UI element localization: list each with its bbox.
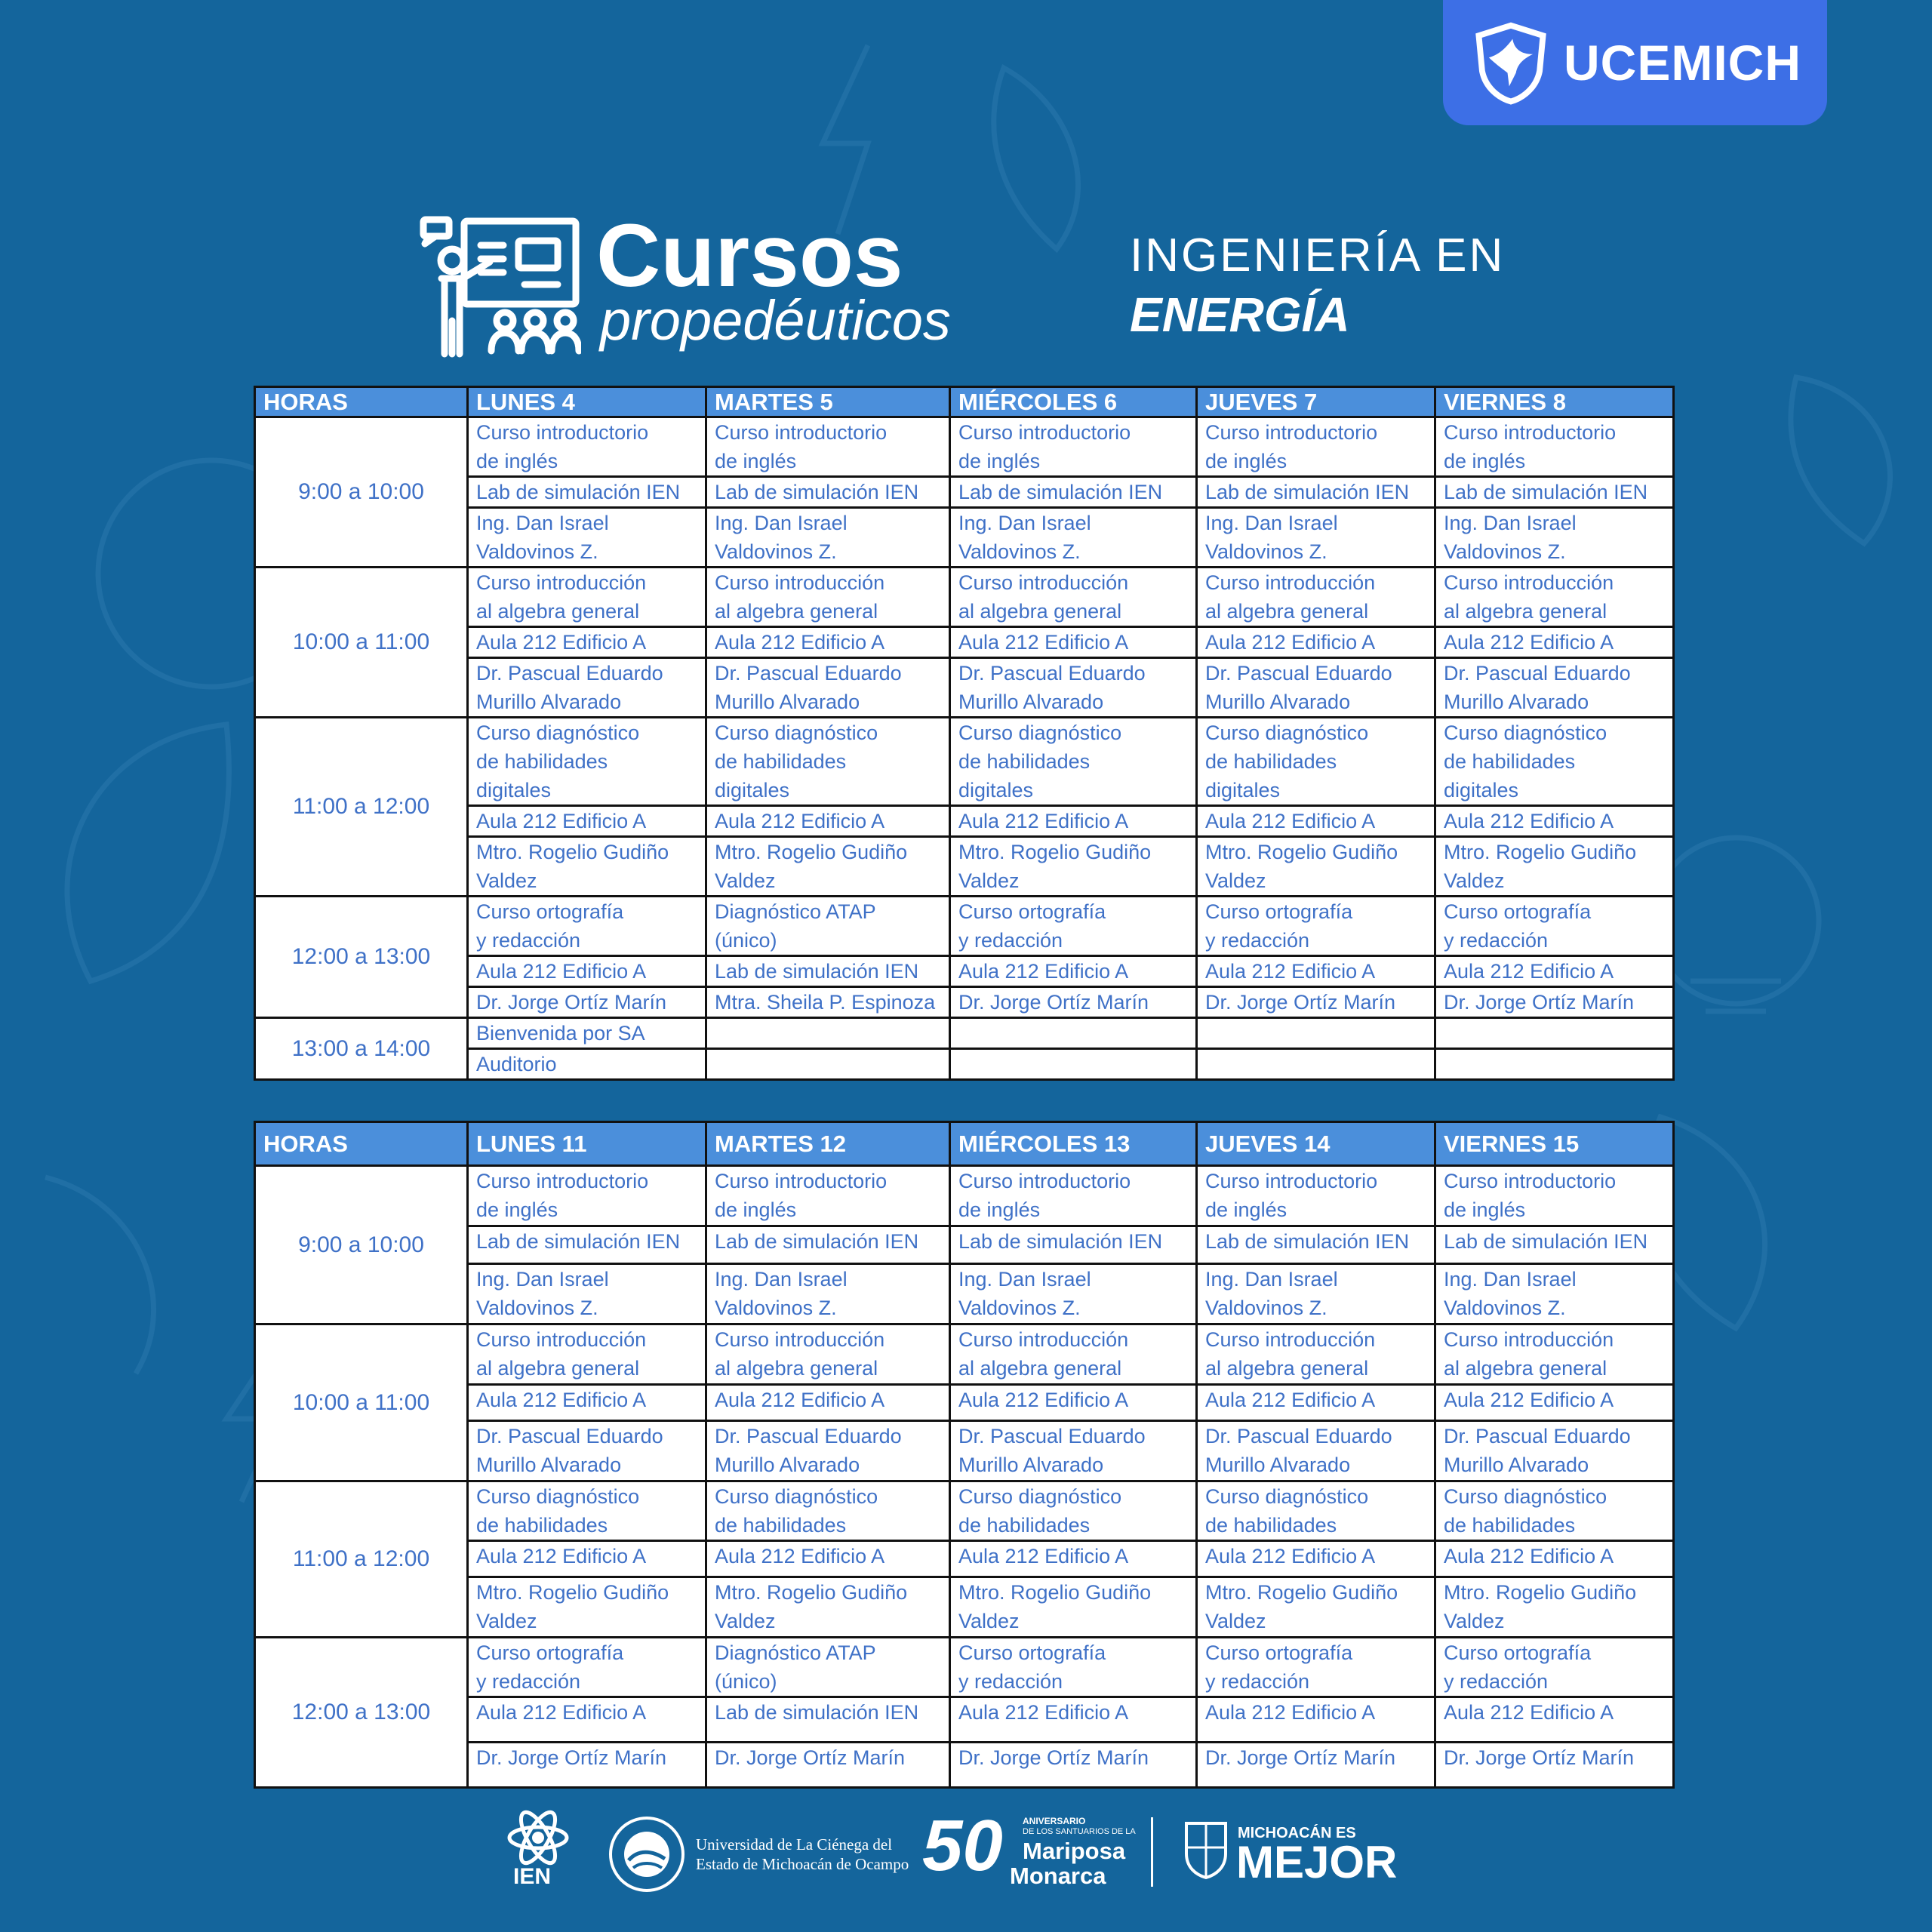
page-subtitle: propedéuticos <box>600 289 951 352</box>
schedule-header-row <box>255 1122 1674 1166</box>
column-header-day: LUNES 11 <box>468 1122 706 1166</box>
ien-label: IEN <box>513 1864 552 1889</box>
course-cell: Aula 212 Edificio A <box>706 1541 950 1577</box>
course-cell: Lab de simulación IEN <box>1197 1226 1435 1264</box>
career-line-1: INGENIERÍA EN <box>1130 229 1506 281</box>
course-cell <box>1197 1049 1435 1080</box>
course-cell: Aula 212 Edificio A <box>950 1697 1197 1743</box>
course-cell <box>1435 1018 1674 1049</box>
course-cell: Dr. Jorge Ortíz Marín <box>468 987 706 1018</box>
course-cell: Curso ortografía y redacción <box>1435 1638 1674 1697</box>
course-cell: Lab de simulación IEN <box>950 1226 1197 1264</box>
course-cell: Curso introducción al algebra general <box>1197 1324 1435 1385</box>
university-name-line-2: Estado de Michoacán de Ocampo <box>696 1855 909 1873</box>
course-cell: Aula 212 Edificio A <box>1197 806 1435 837</box>
course-cell: Curso diagnóstico de habilidades <box>1197 1481 1435 1541</box>
column-header-day: LUNES 4 <box>468 387 706 417</box>
course-cell: Aula 212 Edificio A <box>950 1385 1197 1421</box>
course-cell: Dr. Pascual Eduardo Murillo Alvarado <box>1435 1421 1674 1481</box>
course-cell: Aula 212 Edificio A <box>1197 1541 1435 1577</box>
table-row <box>255 627 1674 658</box>
column-header-day: VIERNES 15 <box>1435 1122 1674 1166</box>
table-row <box>255 806 1674 837</box>
course-cell: Lab de simulación IEN <box>468 1226 706 1264</box>
column-header-day: MARTES 5 <box>706 387 950 417</box>
monarca-line-2: Monarca <box>1010 1863 1106 1889</box>
hour-cell: 11:00 a 12:00 <box>255 1481 468 1638</box>
course-cell: Curso diagnóstico de habilidades <box>950 1481 1197 1541</box>
university-seal-icon <box>608 1815 687 1894</box>
table-row <box>255 658 1674 718</box>
course-cell: Dr. Pascual Eduardo Murillo Alvarado <box>1435 658 1674 718</box>
schedule-header-row <box>255 387 1674 417</box>
course-cell <box>950 1049 1197 1080</box>
footer-divider <box>1151 1817 1153 1887</box>
course-cell <box>1435 1049 1674 1080</box>
hour-cell: 10:00 a 11:00 <box>255 1324 468 1481</box>
course-cell: Aula 212 Edificio A <box>1197 627 1435 658</box>
course-cell: Aula 212 Edificio A <box>1197 956 1435 987</box>
table-row <box>255 1166 1674 1226</box>
course-cell: Dr. Jorge Ortíz Marín <box>950 987 1197 1018</box>
course-cell: Mtro. Rogelio Gudiño Valdez <box>468 837 706 897</box>
course-cell: Diagnóstico ATAP (único) <box>706 1638 950 1697</box>
anniversary-line-1: ANIVERSARIO <box>1023 1816 1086 1826</box>
anniversary-number: 50 <box>922 1805 1003 1886</box>
hour-cell: 13:00 a 14:00 <box>255 1018 468 1080</box>
course-cell: Ing. Dan Israel Valdovinos Z. <box>950 508 1197 568</box>
course-cell: Lab de simulación IEN <box>706 477 950 508</box>
brand-name: UCEMICH <box>1564 35 1801 91</box>
course-cell: Curso introductorio de inglés <box>1435 1166 1674 1226</box>
table-row <box>255 1481 1674 1541</box>
course-cell: Dr. Pascual Eduardo Murillo Alvarado <box>706 1421 950 1481</box>
course-cell: Mtro. Rogelio Gudiño Valdez <box>950 837 1197 897</box>
course-cell: Aula 212 Edificio A <box>706 806 950 837</box>
course-cell: Aula 212 Edificio A <box>706 627 950 658</box>
course-cell: Curso introducción al algebra general <box>1197 568 1435 627</box>
michoacan-line-2: MEJOR <box>1236 1837 1398 1887</box>
course-cell: Curso introducción al algebra general <box>468 568 706 627</box>
hour-cell: 11:00 a 12:00 <box>255 718 468 897</box>
column-header-day: MARTES 12 <box>706 1122 950 1166</box>
table-row <box>255 1324 1674 1385</box>
course-cell: Aula 212 Edificio A <box>468 1385 706 1421</box>
course-cell: Lab de simulación IEN <box>706 1697 950 1743</box>
course-cell: Curso introductorio de inglés <box>706 417 950 477</box>
course-cell: Dr. Pascual Eduardo Murillo Alvarado <box>950 1421 1197 1481</box>
column-header-day: VIERNES 8 <box>1435 387 1674 417</box>
course-cell: Curso introductorio de inglés <box>950 1166 1197 1226</box>
table-row <box>255 1743 1674 1788</box>
course-cell: Ing. Dan Israel Valdovinos Z. <box>706 1264 950 1324</box>
table-row <box>255 1697 1674 1743</box>
course-cell: Dr. Pascual Eduardo Murillo Alvarado <box>468 658 706 718</box>
monarca-line-1: Mariposa <box>1023 1838 1126 1864</box>
course-cell: Curso introductorio de inglés <box>1197 417 1435 477</box>
table-row <box>255 568 1674 627</box>
schedule-table-week-1 <box>254 386 1675 1081</box>
course-cell <box>950 1018 1197 1049</box>
course-cell: Aula 212 Edificio A <box>950 956 1197 987</box>
course-cell: Aula 212 Edificio A <box>1197 1697 1435 1743</box>
course-cell: Curso diagnóstico de habilidades <box>1435 1481 1674 1541</box>
course-cell: Mtro. Rogelio Gudiño Valdez <box>706 1577 950 1638</box>
course-cell: Ing. Dan Israel Valdovinos Z. <box>468 508 706 568</box>
table-row <box>255 1577 1674 1638</box>
course-cell: Dr. Jorge Ortíz Marín <box>468 1743 706 1788</box>
course-cell: Aula 212 Edificio A <box>1435 1541 1674 1577</box>
table-row <box>255 987 1674 1018</box>
michoacan-line-1: MICHOACÁN ES <box>1238 1825 1356 1841</box>
course-cell: Aula 212 Edificio A <box>468 1697 706 1743</box>
table-row <box>255 1018 1674 1049</box>
column-header-day: JUEVES 14 <box>1197 1122 1435 1166</box>
page-title: Cursos <box>596 206 903 306</box>
course-cell: Aula 212 Edificio A <box>468 956 706 987</box>
course-cell: Ing. Dan Israel Valdovinos Z. <box>1435 1264 1674 1324</box>
hour-cell: 9:00 a 10:00 <box>255 417 468 568</box>
course-cell: Curso ortografía y redacción <box>1197 1638 1435 1697</box>
column-header-hours: HORAS <box>255 387 468 417</box>
table-row <box>255 718 1674 806</box>
course-cell: Curso ortografía y redacción <box>468 897 706 956</box>
course-cell: Mtra. Sheila P. Espinoza <box>706 987 950 1018</box>
table-row <box>255 1421 1674 1481</box>
hour-cell: 12:00 a 13:00 <box>255 1638 468 1788</box>
hour-cell: 12:00 a 13:00 <box>255 897 468 1018</box>
course-cell: Dr. Pascual Eduardo Murillo Alvarado <box>1197 658 1435 718</box>
course-cell: Mtro. Rogelio Gudiño Valdez <box>468 1577 706 1638</box>
table-row <box>255 837 1674 897</box>
course-cell <box>706 1018 950 1049</box>
course-cell: Auditorio <box>468 1049 706 1080</box>
course-cell: Aula 212 Edificio A <box>468 1541 706 1577</box>
column-header-day: JUEVES 7 <box>1197 387 1435 417</box>
course-cell: Curso introducción al algebra general <box>1435 1324 1674 1385</box>
column-header-day: MIÉRCOLES 6 <box>950 387 1197 417</box>
course-cell: Ing. Dan Israel Valdovinos Z. <box>468 1264 706 1324</box>
course-cell: Ing. Dan Israel Valdovinos Z. <box>1435 508 1674 568</box>
shield-bird-logo-icon <box>1469 20 1553 105</box>
hour-cell: 9:00 a 10:00 <box>255 1166 468 1324</box>
course-cell: Dr. Jorge Ortíz Marín <box>950 1743 1197 1788</box>
brand-tab <box>1443 0 1827 125</box>
course-cell: Aula 212 Edificio A <box>1435 956 1674 987</box>
course-cell: Bienvenida por SA <box>468 1018 706 1049</box>
course-cell: Ing. Dan Israel Valdovinos Z. <box>950 1264 1197 1324</box>
course-cell: Curso introductorio de inglés <box>468 1166 706 1226</box>
course-cell: Mtro. Rogelio Gudiño Valdez <box>950 1577 1197 1638</box>
course-cell: Curso introducción al algebra general <box>706 568 950 627</box>
course-cell: Curso diagnóstico de habilidades digitales <box>468 718 706 806</box>
course-cell: Curso introducción al algebra general <box>950 568 1197 627</box>
course-cell <box>706 1049 950 1080</box>
course-cell: Curso introductorio de inglés <box>1197 1166 1435 1226</box>
course-cell: Curso ortografía y redacción <box>1197 897 1435 956</box>
course-cell: Curso diagnóstico de habilidades <box>706 1481 950 1541</box>
course-cell: Curso diagnóstico de habilidades digitales <box>950 718 1197 806</box>
course-cell: Dr. Pascual Eduardo Murillo Alvarado <box>468 1421 706 1481</box>
course-cell: Curso ortografía y redacción <box>950 1638 1197 1697</box>
course-cell: Curso diagnóstico de habilidades digitales <box>706 718 950 806</box>
course-cell: Aula 212 Edificio A <box>1435 806 1674 837</box>
course-cell: Lab de simulación IEN <box>1435 477 1674 508</box>
course-cell: Aula 212 Edificio A <box>1197 1385 1435 1421</box>
career-line-2: ENERGÍA <box>1130 288 1350 342</box>
table-row <box>255 417 1674 477</box>
table-row <box>255 1638 1674 1697</box>
course-cell: Curso diagnóstico de habilidades digitales <box>1435 718 1674 806</box>
table-row <box>255 1226 1674 1264</box>
table-row <box>255 1264 1674 1324</box>
table-row <box>255 477 1674 508</box>
course-cell: Aula 212 Edificio A <box>706 1385 950 1421</box>
course-cell: Aula 212 Edificio A <box>1435 1385 1674 1421</box>
table-row <box>255 1541 1674 1577</box>
course-cell: Dr. Jorge Ortíz Marín <box>1435 1743 1674 1788</box>
course-cell: Dr. Pascual Eduardo Murillo Alvarado <box>706 658 950 718</box>
course-cell: Aula 212 Edificio A <box>950 806 1197 837</box>
column-header-hours: HORAS <box>255 1122 468 1166</box>
course-cell: Aula 212 Edificio A <box>1435 627 1674 658</box>
course-cell: Mtro. Rogelio Gudiño Valdez <box>1435 837 1674 897</box>
course-cell: Curso ortografía y redacción <box>950 897 1197 956</box>
course-cell: Curso ortografía y redacción <box>468 1638 706 1697</box>
course-cell: Lab de simulación IEN <box>1435 1226 1674 1264</box>
course-cell: Curso introducción al algebra general <box>706 1324 950 1385</box>
course-cell: Lab de simulación IEN <box>706 1226 950 1264</box>
table-row <box>255 508 1674 568</box>
course-cell: Dr. Jorge Ortíz Marín <box>1435 987 1674 1018</box>
course-cell: Dr. Jorge Ortíz Marín <box>706 1743 950 1788</box>
course-cell: Aula 212 Edificio A <box>468 806 706 837</box>
course-cell: Lab de simulación IEN <box>1197 477 1435 508</box>
course-cell: Dr. Pascual Eduardo Murillo Alvarado <box>950 658 1197 718</box>
course-cell: Lab de simulación IEN <box>706 956 950 987</box>
course-cell: Dr. Jorge Ortíz Marín <box>1197 1743 1435 1788</box>
course-cell: Curso introductorio de inglés <box>950 417 1197 477</box>
course-cell: Dr. Pascual Eduardo Murillo Alvarado <box>1197 1421 1435 1481</box>
course-cell: Curso diagnóstico de habilidades <box>468 1481 706 1541</box>
course-cell: Curso introducción al algebra general <box>950 1324 1197 1385</box>
table-row <box>255 1049 1674 1080</box>
course-cell: Lab de simulación IEN <box>950 477 1197 508</box>
course-cell: Mtro. Rogelio Gudiño Valdez <box>706 837 950 897</box>
course-cell: Lab de simulación IEN <box>468 477 706 508</box>
course-cell: Curso introductorio de inglés <box>1435 417 1674 477</box>
course-cell: Aula 212 Edificio A <box>468 627 706 658</box>
university-name-line-1: Universidad de La Ciénega del <box>696 1835 893 1854</box>
ien-atom-logo-icon <box>504 1807 572 1868</box>
teacher-presentation-icon <box>419 215 581 362</box>
course-cell: Diagnóstico ATAP (único) <box>706 897 950 956</box>
course-cell: Mtro. Rogelio Gudiño Valdez <box>1197 1577 1435 1638</box>
hour-cell: 10:00 a 11:00 <box>255 568 468 718</box>
course-cell: Curso diagnóstico de habilidades digitales <box>1197 718 1435 806</box>
course-cell: Ing. Dan Israel Valdovinos Z. <box>1197 1264 1435 1324</box>
table-row <box>255 897 1674 956</box>
course-cell: Ing. Dan Israel Valdovinos Z. <box>706 508 950 568</box>
anniversary-line-2: DE LOS SANTUARIOS DE LA <box>1023 1827 1136 1836</box>
course-cell: Curso introducción al algebra general <box>468 1324 706 1385</box>
course-cell: Curso ortografía y redacción <box>1435 897 1674 956</box>
course-cell: Ing. Dan Israel Valdovinos Z. <box>1197 508 1435 568</box>
column-header-day: MIÉRCOLES 13 <box>950 1122 1197 1166</box>
course-cell: Dr. Jorge Ortíz Marín <box>1197 987 1435 1018</box>
table-row <box>255 956 1674 987</box>
course-cell: Curso introductorio de inglés <box>706 1166 950 1226</box>
course-cell: Aula 212 Edificio A <box>950 627 1197 658</box>
course-cell <box>1197 1018 1435 1049</box>
course-cell: Aula 212 Edificio A <box>1435 1697 1674 1743</box>
table-row <box>255 1385 1674 1421</box>
course-cell: Curso introducción al algebra general <box>1435 568 1674 627</box>
course-cell: Aula 212 Edificio A <box>950 1541 1197 1577</box>
course-cell: Mtro. Rogelio Gudiño Valdez <box>1197 837 1435 897</box>
schedule-table-week-2 <box>254 1121 1675 1789</box>
course-cell: Mtro. Rogelio Gudiño Valdez <box>1435 1577 1674 1638</box>
state-coat-of-arms-icon <box>1183 1820 1229 1879</box>
course-cell: Curso introductorio de inglés <box>468 417 706 477</box>
